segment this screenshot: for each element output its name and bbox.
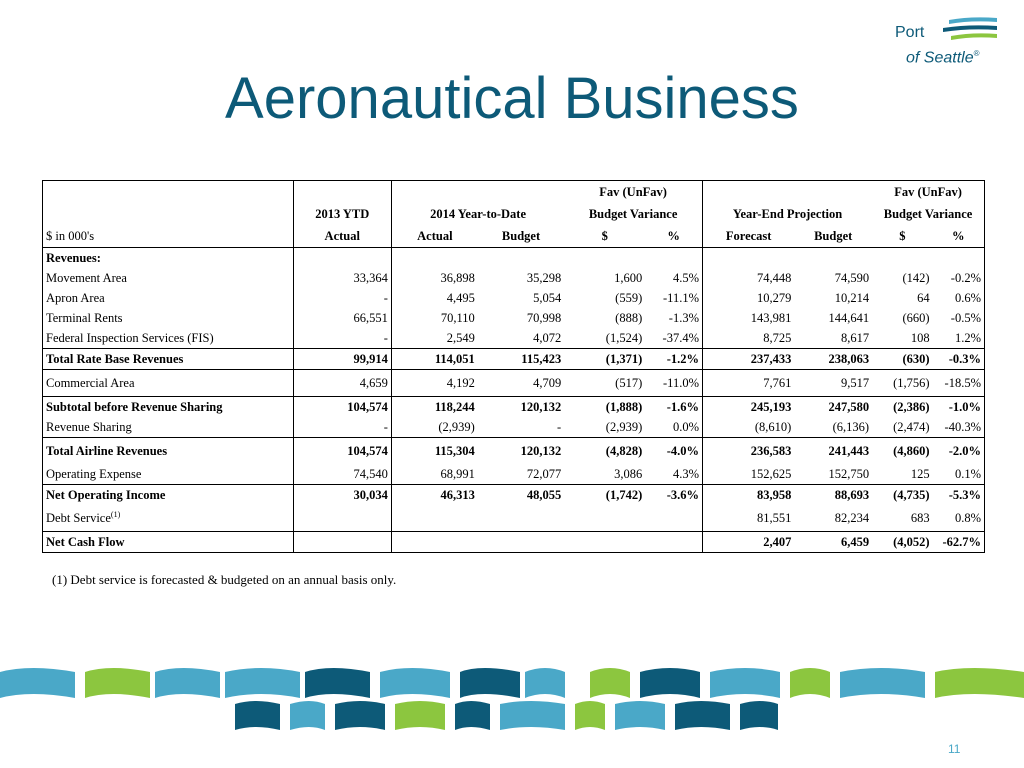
header-budget-ye: Budget xyxy=(794,225,872,248)
table-cell: 2,549 xyxy=(391,328,477,349)
financial-table xyxy=(42,180,985,553)
table-cell: 236,583 xyxy=(703,438,795,465)
header-units: $ in 000's xyxy=(43,225,294,248)
table-cell xyxy=(391,505,477,532)
table-cell: -40.3% xyxy=(933,417,985,438)
table-cell: 82,234 xyxy=(794,505,872,532)
table-cell: (559) xyxy=(615,290,643,305)
table-cell: 115,304 xyxy=(391,438,477,465)
table-cell: (142) xyxy=(902,270,930,285)
header-actual-2014: Actual xyxy=(391,225,477,248)
table-cell: -11.1% xyxy=(663,290,699,305)
header-row-1 xyxy=(43,181,985,204)
table-cell: 1,600 xyxy=(614,270,643,285)
port-of-seattle-logo xyxy=(895,16,1005,66)
table-cell: 4,659 xyxy=(293,370,391,397)
table-cell: 4.5% xyxy=(672,270,699,285)
table-cell: 70,110 xyxy=(391,308,477,328)
table-cell: (517) xyxy=(564,370,645,397)
header-pct-1: % xyxy=(645,225,702,248)
table-cell: 99,914 xyxy=(293,349,391,370)
header-fav-unfav-1: Fav (UnFav) xyxy=(564,181,702,204)
header-year-end-projection: Year-End Projection xyxy=(703,203,873,225)
table-cell: 0.6% xyxy=(933,288,985,308)
footnote: (1) Debt service is forecasted & budgeted on an annual basis only. xyxy=(52,572,397,587)
table-cell: 0.8% xyxy=(933,505,985,532)
table-cell: (4,735) xyxy=(893,487,930,502)
table-cell: 66,551 xyxy=(293,308,391,328)
table-cell: 115,423 xyxy=(478,349,564,370)
header-budget-variance-2: Budget Variance xyxy=(872,203,984,225)
table-cell: (4,052) xyxy=(872,532,932,553)
table-cell: (660) xyxy=(902,310,930,325)
table-cell: 70,998 xyxy=(526,310,562,325)
table-cell: (1,371) xyxy=(564,349,645,370)
table-row xyxy=(43,308,985,328)
table-cell: 144,641 xyxy=(828,310,870,325)
row-label xyxy=(43,288,294,308)
table-cell: (4,860) xyxy=(893,443,930,458)
table-cell: 4,495 xyxy=(391,288,477,308)
row-label-text: Operating Expense xyxy=(46,466,142,481)
table-cell: 1.2% xyxy=(933,328,985,349)
table-cell: 46,313 xyxy=(391,485,477,506)
table-row xyxy=(43,464,985,485)
table-cell: 8,725 xyxy=(703,328,795,349)
wave-row-bottom xyxy=(235,701,778,730)
row-label-text: Commercial Area xyxy=(46,375,135,390)
row-label-text: Total Rate Base Revenues xyxy=(46,351,184,366)
page-number: 11 xyxy=(948,742,961,756)
header-actual-2013: Actual xyxy=(293,225,391,248)
table-cell: -18.5% xyxy=(933,370,985,397)
header-2013-ytd: 2013 YTD xyxy=(293,203,391,225)
table-cell: (2,474) xyxy=(872,417,932,438)
table-cell: -11.0% xyxy=(645,370,702,397)
table-cell: -0.3% xyxy=(933,349,985,370)
table-cell: 81,551 xyxy=(703,505,795,532)
row-label-text: Total Airline Revenues xyxy=(46,443,168,458)
table-row xyxy=(43,485,985,506)
row-label xyxy=(43,505,294,532)
logo-text-port: Port xyxy=(895,24,925,41)
table-cell xyxy=(564,532,645,553)
table-cell: 237,433 xyxy=(703,349,795,370)
table-cell: (2,386) xyxy=(893,399,930,414)
table-cell: 5,054 xyxy=(533,290,562,305)
table-row xyxy=(43,328,985,349)
table-cell: -62.7% xyxy=(933,532,985,553)
section-row xyxy=(43,248,985,269)
row-label xyxy=(43,397,294,418)
table-cell: (1,756) xyxy=(872,370,932,397)
header-row-3 xyxy=(43,225,985,248)
header-forecast: Forecast xyxy=(703,225,795,248)
table-cell: 4,192 xyxy=(391,370,477,397)
row-label xyxy=(43,370,294,397)
table-cell: 35,298 xyxy=(526,270,562,285)
table-cell: 4,072 xyxy=(533,330,562,345)
table-cell: 120,132 xyxy=(520,399,562,414)
table-cell xyxy=(478,505,564,532)
table-cell: (630) xyxy=(872,349,932,370)
table-cell: 104,574 xyxy=(293,397,391,418)
table-cell: 2,407 xyxy=(703,532,795,553)
row-label-text: Revenue Sharing xyxy=(46,419,132,434)
table-body xyxy=(43,268,985,553)
logo-waves-icon xyxy=(941,16,999,44)
table-cell: 10,214 xyxy=(834,290,870,305)
row-label xyxy=(43,532,294,553)
header-budget-variance-1: Budget Variance xyxy=(588,206,678,221)
table-cell: (8,610) xyxy=(703,417,795,438)
logo-text-seattle: of Seattle® xyxy=(906,49,980,67)
table-cell: 120,132 xyxy=(520,443,562,458)
row-label xyxy=(43,485,294,506)
table-row xyxy=(43,532,985,553)
table-cell xyxy=(391,532,477,553)
wave-row-top xyxy=(0,668,1024,698)
table-cell: -1.3% xyxy=(668,310,699,325)
header-dollar-2: $ xyxy=(872,225,932,248)
table-cell: 10,279 xyxy=(703,288,795,308)
table-cell: -2.0% xyxy=(933,438,985,465)
table-cell: - xyxy=(293,288,391,308)
table-cell xyxy=(293,532,391,553)
table-cell: 0.0% xyxy=(645,417,702,438)
table-cell: (888) xyxy=(615,310,643,325)
table-cell: 74,448 xyxy=(703,268,795,288)
table-cell: 108 xyxy=(910,330,930,345)
row-label-text: Apron Area xyxy=(46,290,105,305)
table-cell: 88,693 xyxy=(834,487,870,502)
table-cell: 74,540 xyxy=(293,464,391,485)
table-cell: 83,958 xyxy=(703,485,795,506)
table-cell: (1,742) xyxy=(605,487,643,502)
row-label-text: Subtotal before Revenue Sharing xyxy=(46,399,223,414)
table-row xyxy=(43,397,985,418)
table-cell: 9,517 xyxy=(794,370,872,397)
table-cell: 683 xyxy=(872,505,932,532)
footnote-marker: (1) xyxy=(110,509,121,519)
table-cell: -0.5% xyxy=(933,308,985,328)
table-cell: -4.0% xyxy=(666,443,699,458)
header-dollar-1: $ xyxy=(564,225,645,248)
row-label-text: Net Operating Income xyxy=(46,487,166,502)
table-cell: (1,524) xyxy=(605,330,643,345)
table-cell: -1.6% xyxy=(666,399,699,414)
table-cell: 241,443 xyxy=(828,443,870,458)
table-row xyxy=(43,268,985,288)
table-cell xyxy=(645,532,702,553)
row-label-text: Federal Inspection Services (FIS) xyxy=(46,330,214,345)
table-row xyxy=(43,438,985,465)
table-cell: 74,590 xyxy=(834,270,870,285)
table-cell: 143,981 xyxy=(703,308,795,328)
row-label-text: Terminal Rents xyxy=(46,310,123,325)
row-label xyxy=(43,328,294,349)
table-cell: 245,193 xyxy=(703,397,795,418)
table-cell: 0.1% xyxy=(933,464,985,485)
table-cell: 6,459 xyxy=(794,532,872,553)
row-label xyxy=(43,464,294,485)
table-cell: 4,709 xyxy=(478,370,564,397)
table-cell: -1.0% xyxy=(933,397,985,418)
table-row xyxy=(43,417,985,438)
table-cell: 8,617 xyxy=(840,330,870,345)
table-cell: 48,055 xyxy=(526,487,562,502)
table-cell: - xyxy=(293,417,391,438)
table-cell: -37.4% xyxy=(662,330,699,345)
header-pct-2: % xyxy=(933,225,985,248)
table-cell: (1,888) xyxy=(605,399,643,414)
slide-title: Aeronautical Business xyxy=(225,66,799,131)
row-label xyxy=(43,268,294,288)
table-cell: 72,077 xyxy=(478,464,564,485)
table-cell: 247,580 xyxy=(828,399,870,414)
decorative-wave-band xyxy=(0,660,1024,740)
table-row xyxy=(43,349,985,370)
table-cell: 30,034 xyxy=(293,485,391,506)
header-row-2 xyxy=(43,203,985,225)
table-cell: - xyxy=(478,417,564,438)
table-cell xyxy=(478,532,564,553)
table-cell: (4,828) xyxy=(605,443,643,458)
table-cell: (6,136) xyxy=(794,417,872,438)
table-cell: 4.3% xyxy=(645,464,702,485)
table-cell xyxy=(645,505,702,532)
table-cell: 36,898 xyxy=(391,268,477,288)
table-cell: -0.2% xyxy=(933,268,985,288)
table-cell: 64 xyxy=(917,290,930,305)
table-cell: 68,991 xyxy=(391,464,477,485)
table-cell: 125 xyxy=(872,464,932,485)
table-cell: 104,574 xyxy=(293,438,391,465)
header-fav-unfav-2: Fav (UnFav) xyxy=(872,181,984,204)
header-2014-ytd: 2014 Year-to-Date xyxy=(391,203,564,225)
row-label-text: Net Cash Flow xyxy=(46,534,125,549)
table-cell xyxy=(564,505,645,532)
table-cell: -1.2% xyxy=(645,349,702,370)
table-cell xyxy=(293,505,391,532)
table-cell: (2,939) xyxy=(564,417,645,438)
table-cell: 7,761 xyxy=(703,370,795,397)
row-label xyxy=(43,349,294,370)
table-cell: 33,364 xyxy=(293,268,391,288)
row-label-text: Movement Area xyxy=(46,270,127,285)
table-row xyxy=(43,370,985,397)
table-cell: 118,244 xyxy=(391,397,477,418)
row-label xyxy=(43,308,294,328)
row-label xyxy=(43,438,294,465)
header-budget-2014: Budget xyxy=(478,225,564,248)
table-cell: 3,086 xyxy=(564,464,645,485)
table-cell: 152,625 xyxy=(703,464,795,485)
section-label-revenues: Revenues: xyxy=(43,248,294,269)
row-label xyxy=(43,417,294,438)
table-cell: -5.3% xyxy=(933,485,985,506)
table-row xyxy=(43,505,985,532)
table-row xyxy=(43,288,985,308)
table-cell: 114,051 xyxy=(391,349,477,370)
table-cell: 238,063 xyxy=(794,349,872,370)
row-label-text: Debt Service xyxy=(46,511,111,526)
table-cell: (2,939) xyxy=(391,417,477,438)
table-cell: -3.6% xyxy=(666,487,699,502)
table-cell: - xyxy=(293,328,391,349)
table-cell: 152,750 xyxy=(794,464,872,485)
